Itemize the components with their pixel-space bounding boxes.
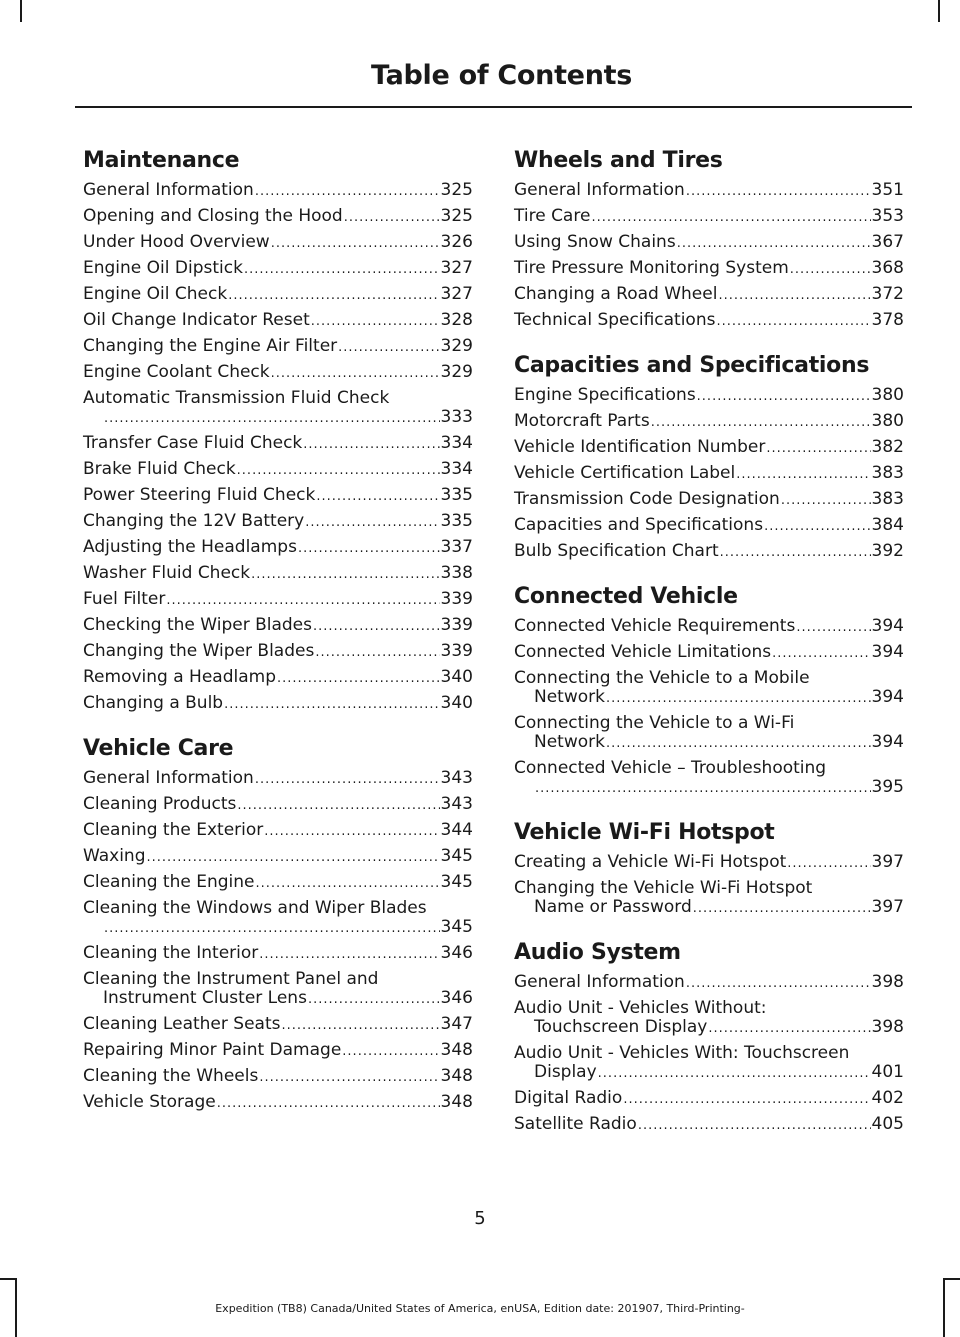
toc-entry[interactable] (514, 178, 904, 204)
page-number: 5 (474, 1208, 486, 1229)
toc-entry-label: Cleaning Leather Seats (83, 1014, 281, 1034)
toc-entry-label-continued: Instrument Cluster Lens (103, 988, 307, 1008)
toc-entry-label: Bulb Specification Chart (514, 541, 719, 561)
toc-entry[interactable] (83, 509, 473, 535)
toc-page-number: 333 (440, 407, 473, 427)
dot-leader (313, 619, 440, 635)
toc-page-number: 343 (440, 794, 473, 814)
toc-entry-label: Adjusting the Headlamps (83, 537, 297, 557)
toc-entry[interactable] (83, 967, 473, 1012)
dot-leader (264, 824, 439, 840)
dot-leader (251, 567, 439, 583)
toc-entry-label: Technical Specifications (514, 310, 716, 330)
dot-leader (766, 441, 870, 457)
crop-mark-top-left (20, 0, 22, 22)
toc-entry[interactable] (514, 711, 904, 756)
dot-leader (718, 288, 870, 304)
dot-leader (259, 947, 439, 963)
toc-entry-label: Changing the Vehicle Wi-Fi Hotspot (514, 878, 813, 898)
toc-entry[interactable] (83, 535, 473, 561)
dot-leader (708, 1021, 870, 1037)
dot-leader (271, 236, 440, 252)
toc-page-number: 345 (440, 917, 473, 937)
toc-entry[interactable] (83, 457, 473, 483)
toc-page-number: 346 (440, 988, 473, 1008)
toc-left-column (83, 146, 473, 1133)
toc-entry-label: Changing the Wiper Blades (83, 641, 315, 661)
toc-page-number: 351 (871, 180, 904, 200)
toc-entry-label-continued: Name or Password (534, 897, 692, 917)
toc-entry-label: Vehicle Certification Label (514, 463, 736, 483)
section-title: Capacities and Specifications (514, 353, 870, 378)
toc-entry[interactable] (514, 513, 904, 539)
toc-page-number: 334 (440, 433, 473, 453)
toc-entry-label: Connecting the Vehicle to a Wi-Fi (514, 713, 795, 733)
section-title: Wheels and Tires (514, 148, 723, 173)
toc-page-number: 337 (440, 537, 473, 557)
toc-entry[interactable] (514, 1086, 904, 1112)
dot-leader (271, 366, 440, 382)
toc-entry-label: Removing a Headlamp (83, 667, 276, 687)
toc-entry-label: Cleaning Products (83, 794, 237, 814)
dot-leader (677, 236, 871, 252)
toc-page-number: 339 (440, 589, 473, 609)
toc-page-number: 394 (871, 687, 904, 707)
toc-section (514, 818, 904, 921)
toc-entry[interactable] (514, 308, 904, 334)
dot-leader (790, 262, 871, 278)
toc-entry-label: Transfer Case Fluid Check (83, 433, 303, 453)
toc-page-number: 378 (871, 310, 904, 330)
toc-entry-label: General Information (83, 768, 254, 788)
toc-entry[interactable] (514, 970, 904, 996)
toc-section (514, 351, 904, 565)
toc-page-number: 329 (440, 362, 473, 382)
toc-entry[interactable] (514, 1041, 904, 1086)
toc-entry[interactable] (514, 383, 904, 409)
section-title: Vehicle Care (83, 736, 234, 761)
toc-entry-label-continued: Display (534, 1062, 597, 1082)
toc-page-number: 327 (440, 284, 473, 304)
toc-entry[interactable] (83, 818, 473, 844)
toc-entry-continuation (83, 408, 473, 427)
toc-entry-label: Connected Vehicle – Troubleshooting (514, 758, 827, 778)
toc-page-number: 347 (440, 1014, 473, 1034)
toc-entry[interactable] (83, 587, 473, 613)
toc-entry[interactable] (83, 1038, 473, 1064)
toc-page-number: 346 (440, 943, 473, 963)
toc-entry-label: General Information (83, 180, 254, 200)
toc-entry[interactable] (83, 386, 473, 431)
toc-right-column (514, 146, 904, 1155)
toc-entry[interactable] (83, 896, 473, 941)
toc-page-number: 339 (440, 641, 473, 661)
toc-page-number: 339 (440, 615, 473, 635)
toc-entry-label: Vehicle Identification Number (514, 437, 766, 457)
dot-leader (535, 781, 871, 797)
section-title: Audio System (514, 940, 681, 965)
toc-entry-label: Cleaning the Instrument Panel and (83, 969, 379, 989)
toc-page-number: 394 (871, 616, 904, 636)
toc-page-number: 380 (871, 385, 904, 405)
toc-page-number: 398 (871, 972, 904, 992)
dot-leader (316, 489, 439, 505)
toc-entry-label: Connected Vehicle Requirements (514, 616, 796, 636)
dot-leader (338, 340, 439, 356)
dot-leader (693, 901, 871, 917)
dot-leader (796, 620, 870, 636)
toc-entry-label: Washer Fluid Check (83, 563, 251, 583)
toc-page-number: 380 (871, 411, 904, 431)
toc-entry-label: Changing the 12V Battery (83, 511, 305, 531)
toc-section (514, 582, 904, 801)
toc-entry[interactable] (514, 996, 904, 1041)
toc-entry-label: Capacities and Specifications (514, 515, 764, 535)
toc-section (514, 146, 904, 334)
toc-entry-label: Connected Vehicle Limitations (514, 642, 772, 662)
toc-entry-label: Changing a Bulb (83, 693, 224, 713)
toc-entry[interactable] (83, 844, 473, 870)
dot-leader (638, 1118, 871, 1134)
toc-entry[interactable] (83, 870, 473, 896)
toc-entry-continuation (514, 778, 904, 797)
toc-entry[interactable] (514, 539, 904, 565)
dot-leader (255, 184, 440, 200)
toc-page-number: 395 (871, 777, 904, 797)
toc-entry[interactable] (83, 639, 473, 665)
toc-page-number: 334 (440, 459, 473, 479)
dot-leader (224, 697, 439, 713)
toc-page-number: 401 (871, 1062, 904, 1082)
toc-entry-label: Cleaning the Exterior (83, 820, 264, 840)
crop-mark-bottom-right-horizontal (943, 1278, 960, 1280)
toc-page-number: 326 (440, 232, 473, 252)
toc-entry-continuation (83, 989, 473, 1008)
toc-entry[interactable] (514, 850, 904, 876)
toc-page-number: 329 (440, 336, 473, 356)
toc-entry-label: Using Snow Chains (514, 232, 676, 252)
toc-page-number: 345 (440, 872, 473, 892)
toc-entry-label: Opening and Closing the Hood (83, 206, 343, 226)
dot-leader (716, 314, 870, 330)
toc-entry-label: Motorcraft Parts (514, 411, 650, 431)
toc-page-number: 327 (440, 258, 473, 278)
dot-leader (237, 463, 440, 479)
toc-entry[interactable] (83, 334, 473, 360)
dot-leader (259, 1070, 439, 1086)
toc-page-number: 405 (871, 1114, 904, 1134)
toc-entry-label: Digital Radio (514, 1088, 623, 1108)
toc-entry[interactable] (83, 1090, 473, 1116)
dot-leader (256, 876, 440, 892)
toc-entry[interactable] (514, 204, 904, 230)
toc-entry-label: Tire Care (514, 206, 591, 226)
toc-page-number: 384 (871, 515, 904, 535)
toc-page-number: 394 (871, 732, 904, 752)
toc-page-number: 397 (871, 852, 904, 872)
dot-leader (772, 646, 870, 662)
dot-leader (217, 1096, 440, 1112)
toc-entry[interactable] (83, 360, 473, 386)
toc-entry-continuation (514, 733, 904, 752)
toc-entry[interactable] (514, 282, 904, 308)
toc-entry[interactable] (83, 792, 473, 818)
toc-page-number: 394 (871, 642, 904, 662)
dot-leader (308, 992, 440, 1008)
toc-page-number: 343 (440, 768, 473, 788)
toc-entry-continuation (514, 688, 904, 707)
toc-entry-label: Cleaning the Engine (83, 872, 255, 892)
dot-leader (305, 515, 439, 531)
toc-entry[interactable] (83, 431, 473, 457)
toc-entry[interactable] (514, 614, 904, 640)
toc-entry[interactable] (83, 665, 473, 691)
toc-page-number: 335 (440, 511, 473, 531)
toc-page-number: 338 (440, 563, 473, 583)
toc-entry-label-continued: Touchscreen Display (534, 1017, 708, 1037)
toc-entry[interactable] (83, 256, 473, 282)
section-title: Connected Vehicle (514, 584, 738, 609)
toc-entry-label: Under Hood Overview (83, 232, 270, 252)
toc-entry-label: Repairing Minor Paint Damage (83, 1040, 342, 1060)
toc-entry[interactable] (514, 487, 904, 513)
dot-leader (303, 437, 439, 453)
toc-entry[interactable] (514, 230, 904, 256)
toc-page-number: 383 (871, 463, 904, 483)
dot-leader (244, 262, 440, 278)
toc-entry[interactable] (514, 666, 904, 711)
dot-leader (697, 389, 871, 405)
toc-entry[interactable] (83, 308, 473, 334)
dot-leader (720, 545, 871, 561)
toc-entry[interactable] (514, 435, 904, 461)
toc-entry-label: General Information (514, 180, 685, 200)
toc-page-number: 328 (440, 310, 473, 330)
dot-leader (591, 210, 870, 226)
toc-page-number: 397 (871, 897, 904, 917)
edition-footer: Expedition (TB8) Canada/United States of America, enUSA, Edition date: 201907, Third-Printing- (215, 1302, 745, 1315)
dot-leader (623, 1092, 870, 1108)
dot-leader (237, 798, 439, 814)
dot-leader (281, 1018, 439, 1034)
toc-entry-label: Vehicle Storage (83, 1092, 216, 1112)
dot-leader (606, 736, 871, 752)
toc-entry-label: Fuel Filter (83, 589, 166, 609)
toc-entry-label: Tire Pressure Monitoring System (514, 258, 789, 278)
toc-entry[interactable] (83, 941, 473, 967)
dot-leader (686, 976, 871, 992)
toc-entry[interactable] (83, 561, 473, 587)
toc-entry-continuation (514, 898, 904, 917)
dot-leader (736, 467, 870, 483)
toc-entry[interactable] (514, 409, 904, 435)
dot-leader (651, 415, 871, 431)
toc-page-number: 398 (871, 1017, 904, 1037)
toc-entry-label: Audio Unit - Vehicles With: Touchscreen (514, 1043, 850, 1063)
page-title: Table of Contents (370, 60, 632, 91)
dot-leader (686, 184, 871, 200)
dot-leader (104, 921, 440, 937)
toc-entry-label: Engine Coolant Check (83, 362, 270, 382)
toc-entry[interactable] (83, 178, 473, 204)
toc-section (514, 938, 904, 1138)
toc-page-number: 367 (871, 232, 904, 252)
toc-section (83, 146, 473, 717)
toc-entry-label: Engine Specifications (514, 385, 696, 405)
toc-entry[interactable] (514, 640, 904, 666)
toc-entry-label: Engine Oil Dipstick (83, 258, 243, 278)
toc-page-number: 325 (440, 180, 473, 200)
dot-leader (228, 288, 439, 304)
toc-entry[interactable] (83, 282, 473, 308)
toc-entry-label-continued: Network (534, 687, 605, 707)
toc-entry[interactable] (83, 691, 473, 717)
toc-page-number: 348 (440, 1092, 473, 1112)
crop-mark-bottom-left-horizontal (0, 1278, 17, 1280)
toc-page-number: 353 (871, 206, 904, 226)
toc-entry-continuation (514, 1063, 904, 1082)
section-title: Maintenance (83, 148, 240, 173)
dot-leader (344, 210, 440, 226)
toc-entry-label: Engine Oil Check (83, 284, 228, 304)
toc-entry[interactable] (83, 613, 473, 639)
dot-leader (298, 541, 440, 557)
toc-entry-label: Oil Change Indicator Reset (83, 310, 310, 330)
toc-entry[interactable] (83, 483, 473, 509)
toc-entry-label: Creating a Vehicle Wi-Fi Hotspot (514, 852, 787, 872)
toc-entry[interactable] (83, 766, 473, 792)
toc-entry-label: Brake Fluid Check (83, 459, 236, 479)
toc-entry-label: Power Steering Fluid Check (83, 485, 316, 505)
toc-page-number: 335 (440, 485, 473, 505)
toc-page-number: 402 (871, 1088, 904, 1108)
toc-entry[interactable] (83, 204, 473, 230)
toc-entry-label: Checking the Wiper Blades (83, 615, 313, 635)
toc-entry[interactable] (514, 756, 904, 801)
toc-entry-label: Transmission Code Designation (514, 489, 780, 509)
section-title: Vehicle Wi-Fi Hotspot (514, 820, 775, 845)
toc-entry-label: Audio Unit - Vehicles Without: (514, 998, 767, 1018)
dot-leader (606, 691, 871, 707)
dot-leader (342, 1044, 439, 1060)
dot-leader (787, 856, 870, 872)
dot-leader (315, 645, 439, 661)
toc-entry-label: Connecting the Vehicle to a Mobile (514, 668, 810, 688)
toc-page-number: 382 (871, 437, 904, 457)
dot-leader (255, 772, 440, 788)
toc-page-number: 368 (871, 258, 904, 278)
toc-entry-label: General Information (514, 972, 685, 992)
toc-entry-label: Cleaning the Windows and Wiper Blades (83, 898, 427, 918)
dot-leader (781, 493, 871, 509)
toc-entry-label: Waxing (83, 846, 146, 866)
toc-section (83, 734, 473, 1116)
dot-leader (311, 314, 440, 330)
toc-page-number: 383 (871, 489, 904, 509)
toc-entry-label: Automatic Transmission Fluid Check (83, 388, 390, 408)
toc-entry[interactable] (514, 1112, 904, 1138)
toc-entry[interactable] (83, 230, 473, 256)
toc-entry-label: Cleaning the Wheels (83, 1066, 259, 1086)
dot-leader (764, 519, 870, 535)
crop-mark-top-right (938, 0, 940, 22)
toc-page-number: 348 (440, 1066, 473, 1086)
toc-page-number: 372 (871, 284, 904, 304)
dot-leader (598, 1066, 871, 1082)
toc-page-number: 344 (440, 820, 473, 840)
toc-entry[interactable] (514, 461, 904, 487)
toc-page-number: 340 (440, 693, 473, 713)
toc-entry-continuation (83, 918, 473, 937)
toc-entry[interactable] (83, 1012, 473, 1038)
toc-entry[interactable] (514, 256, 904, 282)
toc-entry-label: Cleaning the Interior (83, 943, 259, 963)
toc-entry-continuation (514, 1018, 904, 1037)
dot-leader (104, 411, 440, 427)
toc-page-number: 325 (440, 206, 473, 226)
toc-entry-label: Satellite Radio (514, 1114, 637, 1134)
toc-page-number: 340 (440, 667, 473, 687)
toc-page-number: 345 (440, 846, 473, 866)
toc-page-number: 348 (440, 1040, 473, 1060)
toc-entry-label: Changing a Road Wheel (514, 284, 718, 304)
dot-leader (277, 671, 440, 687)
toc-entry-label: Changing the Engine Air Filter (83, 336, 338, 356)
toc-entry[interactable] (83, 1064, 473, 1090)
dot-leader (147, 850, 440, 866)
toc-entry[interactable] (514, 876, 904, 921)
dot-leader (166, 593, 439, 609)
toc-page-number: 392 (871, 541, 904, 561)
header-divider (75, 106, 912, 108)
toc-entry-label-continued: Network (534, 732, 605, 752)
